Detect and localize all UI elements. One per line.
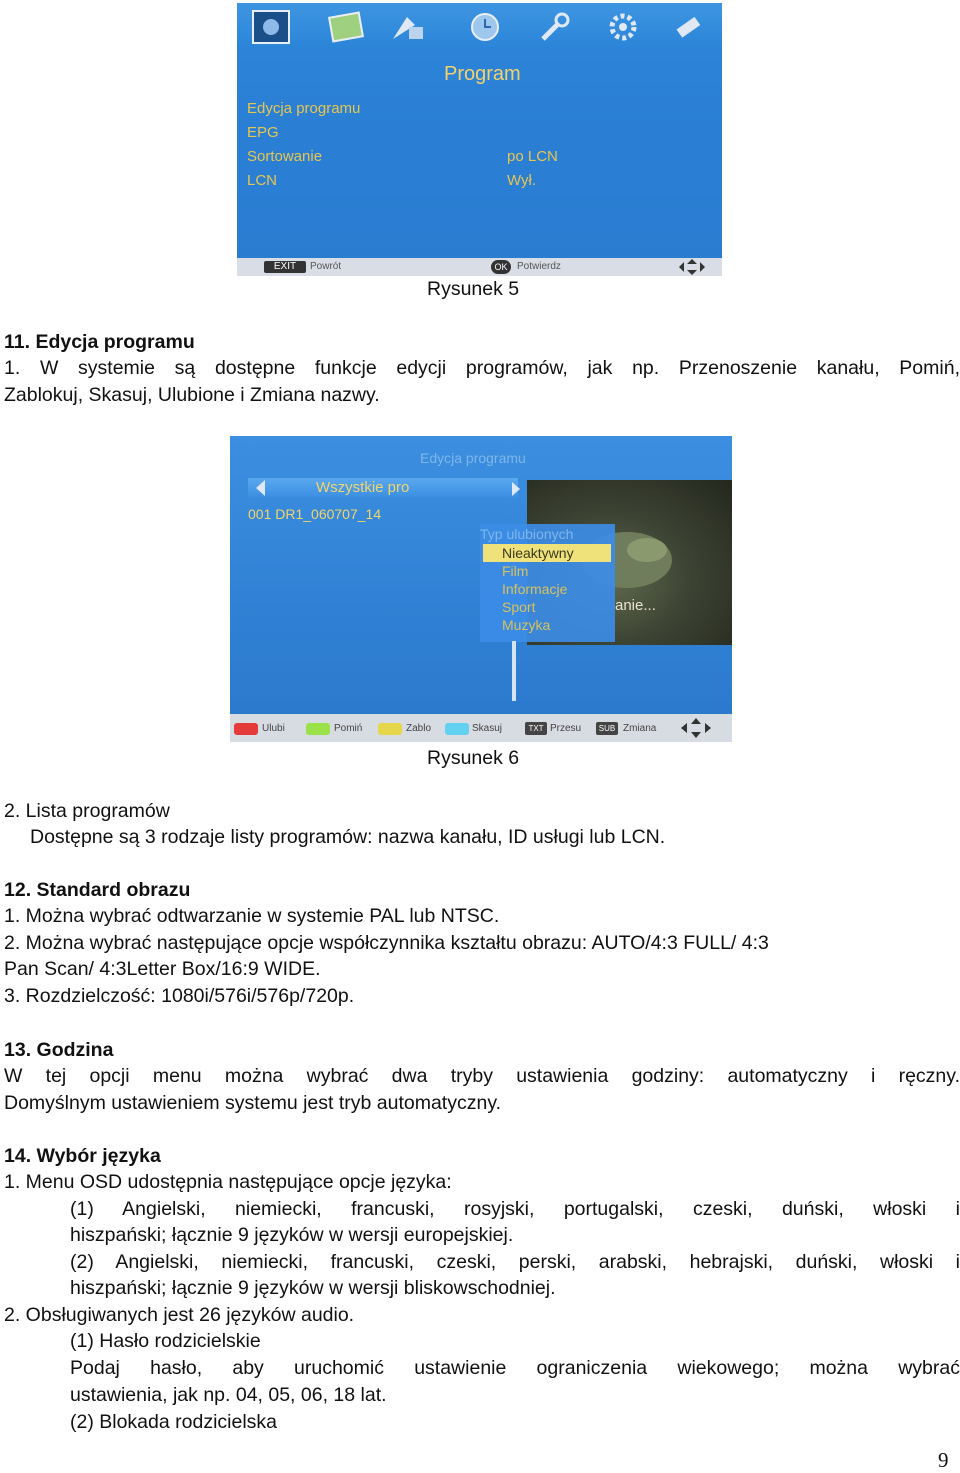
edit-title: Edycja programu xyxy=(420,450,526,466)
section-13-line-2: Domyślnym ustawieniem systemu jest tryb automatyczny. xyxy=(4,1092,502,1114)
section-14-line-4: (2) Angielski, niemiecki, francuski, czeski, perski, arabski, hebrajski, duński, włoski i xyxy=(70,1251,960,1273)
section-11-line-1: 1. W systemie są dostępne funkcje edycji programów, jak np. Przenoszenie kanału, Pomiń, xyxy=(4,357,960,379)
heading-section-14: 14. Wybór języka xyxy=(4,1145,161,1167)
video-overlay-text: anie... xyxy=(615,597,656,614)
green-key[interactable] xyxy=(306,723,330,735)
popup-item-sport[interactable]: Sport xyxy=(502,599,536,615)
heading-section-11: 11. Edycja programu xyxy=(4,331,195,353)
yellow-key[interactable] xyxy=(378,723,402,735)
red-key-label: Ulubi xyxy=(262,723,285,734)
heading-section-13: 13. Godzina xyxy=(4,1039,114,1061)
section-14-line-10: (2) Blokada rodzicielska xyxy=(70,1411,278,1433)
clock-icon xyxy=(467,9,501,43)
ok-key[interactable]: OK xyxy=(491,260,511,274)
section-12-line-2: 2. Można wybrać następujące opcje współczynnika kształtu obrazu: AUTO/4:3 FULL/ 4:3 xyxy=(4,932,769,954)
menu-item-lcn[interactable]: LCN xyxy=(247,172,278,189)
exit-label: Powrót xyxy=(310,261,342,272)
green-key-label: Pomiń xyxy=(334,723,363,734)
yellow-key-label: Zablo xyxy=(406,723,432,734)
popup-item-inactive[interactable]: Nieaktywny xyxy=(502,545,574,561)
program-menu-screenshot xyxy=(237,3,722,276)
usb-icon xyxy=(669,9,703,43)
figure-caption-6: Rysunek 6 xyxy=(427,747,520,769)
section-14-line-7: (1) Hasło rodzicielskie xyxy=(70,1330,261,1352)
program-edit-screenshot xyxy=(230,436,732,742)
section-14-line-8: Podaj hasło, aby uruchomić ustawienie ograniczenia wiekowego; można wybrać xyxy=(70,1357,960,1379)
menu-item-program-edit[interactable]: Edycja programu xyxy=(247,100,361,117)
menu-item-epg[interactable]: EPG xyxy=(247,124,279,141)
page-number: 9 xyxy=(938,1448,949,1472)
sub-key-label: Zmiana xyxy=(623,723,657,734)
section-12-line-3: Pan Scan/ 4:3Letter Box/16:9 WIDE. xyxy=(4,958,321,980)
wrench-icon xyxy=(537,9,571,43)
program-list-bar[interactable] xyxy=(248,478,518,498)
sub-key[interactable]: SUB xyxy=(596,722,618,735)
channel-row[interactable]: 001 DR1_060707_14 xyxy=(248,506,382,522)
picture-icon xyxy=(327,9,361,43)
section-14-line-2: (1) Angielski, niemiecki, francuski, rosyjski, portugalski, czeski, duński, włoski i xyxy=(70,1198,960,1220)
menu-bottom-bar xyxy=(237,258,722,276)
satellite-icon xyxy=(387,9,421,43)
blue-key[interactable] xyxy=(445,723,469,735)
heading-section-12: 12. Standard obrazu xyxy=(4,879,191,901)
txt-key-label: Przesu xyxy=(550,723,582,734)
navigation-arrows-icon xyxy=(675,258,709,276)
scrollbar[interactable] xyxy=(512,641,516,701)
section-14-line-1: 1. Menu OSD udostępnia następujące opcje języka: xyxy=(4,1171,452,1193)
txt-key[interactable]: TXT xyxy=(525,722,547,735)
arrow-left-icon xyxy=(256,480,265,496)
settings-gear-icon xyxy=(605,9,639,43)
navigation-arrows-icon xyxy=(678,717,714,742)
popup-title: Typ ulubionych xyxy=(480,526,574,542)
section-12-line-4: 3. Rozdzielczość: 1080i/576i/576p/720p. xyxy=(4,985,355,1007)
red-key[interactable] xyxy=(234,723,258,735)
list-name: Wszystkie pro xyxy=(316,479,410,496)
menu-value-sort: po LCN xyxy=(507,148,558,165)
ok-label: Potwierdz xyxy=(517,261,561,272)
program-list-title: 2. Lista programów xyxy=(4,800,170,822)
section-14-line-6: 2. Obsługiwanych jest 26 języków audio. xyxy=(4,1304,355,1326)
section-14-line-3: hiszpański; łącznie 9 języków w wersji europejskiej. xyxy=(70,1224,514,1246)
edit-bottom-bar xyxy=(230,714,732,742)
program-list-text: Dostępne są 3 rodzaje listy programów: nazwa kanału, ID usługi lub LCN. xyxy=(30,826,666,848)
menu-value-lcn: Wył. xyxy=(507,172,537,189)
popup-item-music[interactable]: Muzyka xyxy=(502,617,551,633)
menu-item-sort[interactable]: Sortowanie xyxy=(247,148,323,165)
section-11-line-2: Zablokuj, Skasuj, Ulubione i Zmiana nazwy. xyxy=(4,384,380,406)
menu-title: Program xyxy=(444,63,521,85)
section-12-line-1: 1. Można wybrać odtwarzanie w systemie PAL lub NTSC. xyxy=(4,905,500,927)
popup-item-film[interactable]: Film xyxy=(502,563,529,579)
popup-item-news[interactable]: Informacje xyxy=(502,581,568,597)
blue-key-label: Skasuj xyxy=(472,723,503,734)
figure-caption-5: Rysunek 5 xyxy=(427,278,520,300)
section-14-line-5: hiszpański; łącznie 9 języków w wersji bliskowschodniej. xyxy=(70,1277,556,1299)
section-13-line-1: W tej opcji menu można wybrać dwa tryby ustawienia godziny: automatyczny i ręczny. xyxy=(4,1065,960,1087)
tv-program-icon xyxy=(251,9,285,43)
arrow-right-icon xyxy=(512,482,520,496)
exit-key[interactable]: EXIT xyxy=(264,261,306,273)
section-14-line-9: ustawienia, jak np. 04, 05, 06, 18 lat. xyxy=(70,1384,387,1406)
